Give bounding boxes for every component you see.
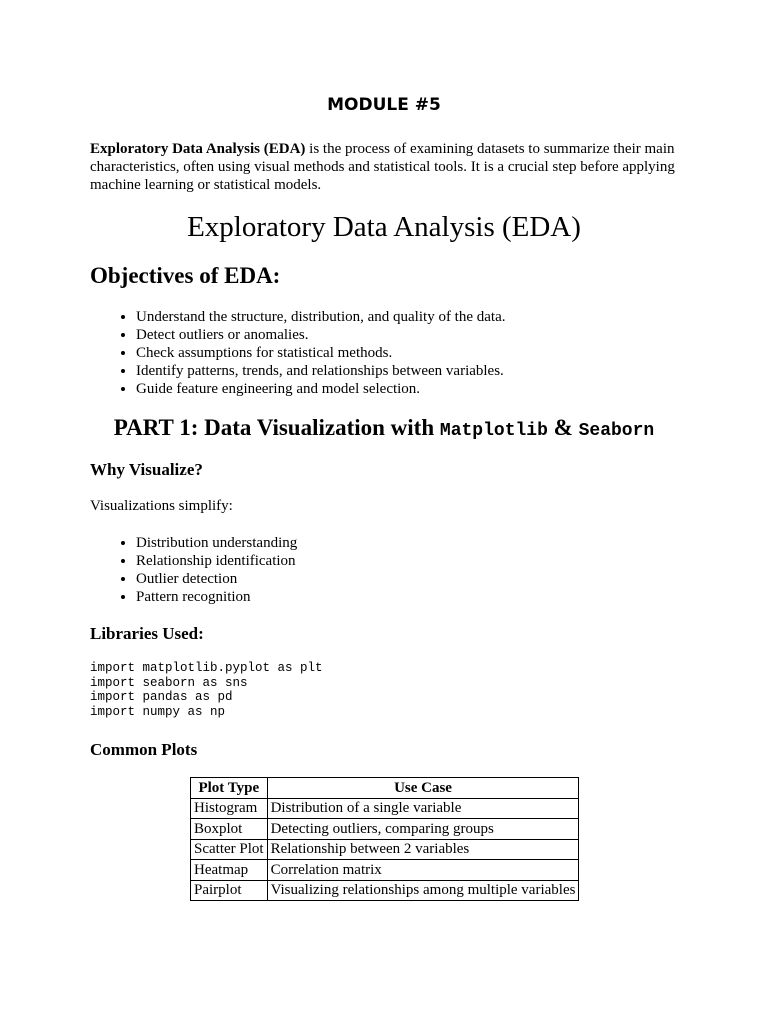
list-item: • Guide feature engineering and model selection.	[136, 380, 506, 398]
table-cell: Distribution of a single variable	[267, 798, 579, 819]
part1-heading	[0, 415, 768, 441]
visualizations-lead: Visualizations simplify:	[90, 498, 233, 514]
code-line: import pandas as pd	[90, 690, 233, 704]
table-row	[191, 839, 579, 860]
code-line: import numpy as np	[90, 704, 226, 719]
list-item: • Understand the structure, distribution, and quality of the data.	[136, 308, 506, 326]
intro-bold-term: Exploratory Data Analysis (EDA)	[90, 141, 306, 157]
list-item: • Pattern recognition	[136, 588, 297, 606]
lib-seaborn: Seaborn	[578, 421, 655, 441]
lib-matplotlib: Matplotlib	[439, 421, 548, 441]
table-cell: Visualizing relationships among multiple variables	[267, 880, 579, 901]
table-cell: Correlation matrix	[267, 860, 579, 881]
common-plots-table	[190, 777, 579, 901]
intro-paragraph	[90, 140, 680, 194]
column-header-plot-type: Plot Type	[191, 778, 268, 799]
code-line: import seaborn as sns	[90, 675, 248, 690]
table-cell: Scatter Plot	[191, 839, 268, 860]
visualize-list	[90, 534, 297, 606]
table-row	[191, 860, 579, 881]
part1-title-prefix: PART 1: Data Visualization with	[113, 415, 440, 440]
table-cell: Histogram	[191, 798, 268, 819]
code-line: import matplotlib.pyplot as plt	[90, 661, 323, 675]
table-row	[191, 798, 579, 819]
table-cell: Heatmap	[191, 860, 268, 881]
column-header-use-case: Use Case	[267, 778, 579, 799]
module-title: MODULE #5	[327, 95, 441, 115]
table-header-row	[191, 778, 579, 799]
table-cell: Boxplot	[191, 819, 268, 840]
list-item: • Distribution understanding	[136, 534, 297, 552]
common-plots-heading: Common Plots	[90, 740, 198, 759]
list-item: • Detect outliers or anomalies.	[136, 326, 506, 344]
code-block	[90, 661, 323, 719]
objectives-heading: Objectives of EDA:	[90, 263, 281, 288]
table-cell: Detecting outliers, comparing groups	[267, 819, 579, 840]
why-visualize-heading: Why Visualize?	[90, 460, 203, 479]
list-item: • Outlier detection	[136, 570, 297, 588]
table-cell: Pairplot	[191, 880, 268, 901]
main-heading: Exploratory Data Analysis (EDA)	[187, 211, 581, 243]
list-item: • Identify patterns, trends, and relationships between variables.	[136, 362, 506, 380]
part1-ampersand: &	[547, 415, 579, 440]
libraries-heading: Libraries Used:	[90, 624, 204, 643]
list-item: • Relationship identification	[136, 552, 297, 570]
table-row	[191, 819, 579, 840]
table-row	[191, 880, 579, 901]
intro-text: is the process of examining datasets to summarize their main characteristics, often using visual methods and statistical tools. It is a crucial step before applying machine learning or statistical models.	[90, 141, 675, 193]
objectives-list	[90, 308, 506, 398]
list-item: • Check assumptions for statistical methods.	[136, 344, 506, 362]
table-cell: Relationship between 2 variables	[267, 839, 579, 860]
